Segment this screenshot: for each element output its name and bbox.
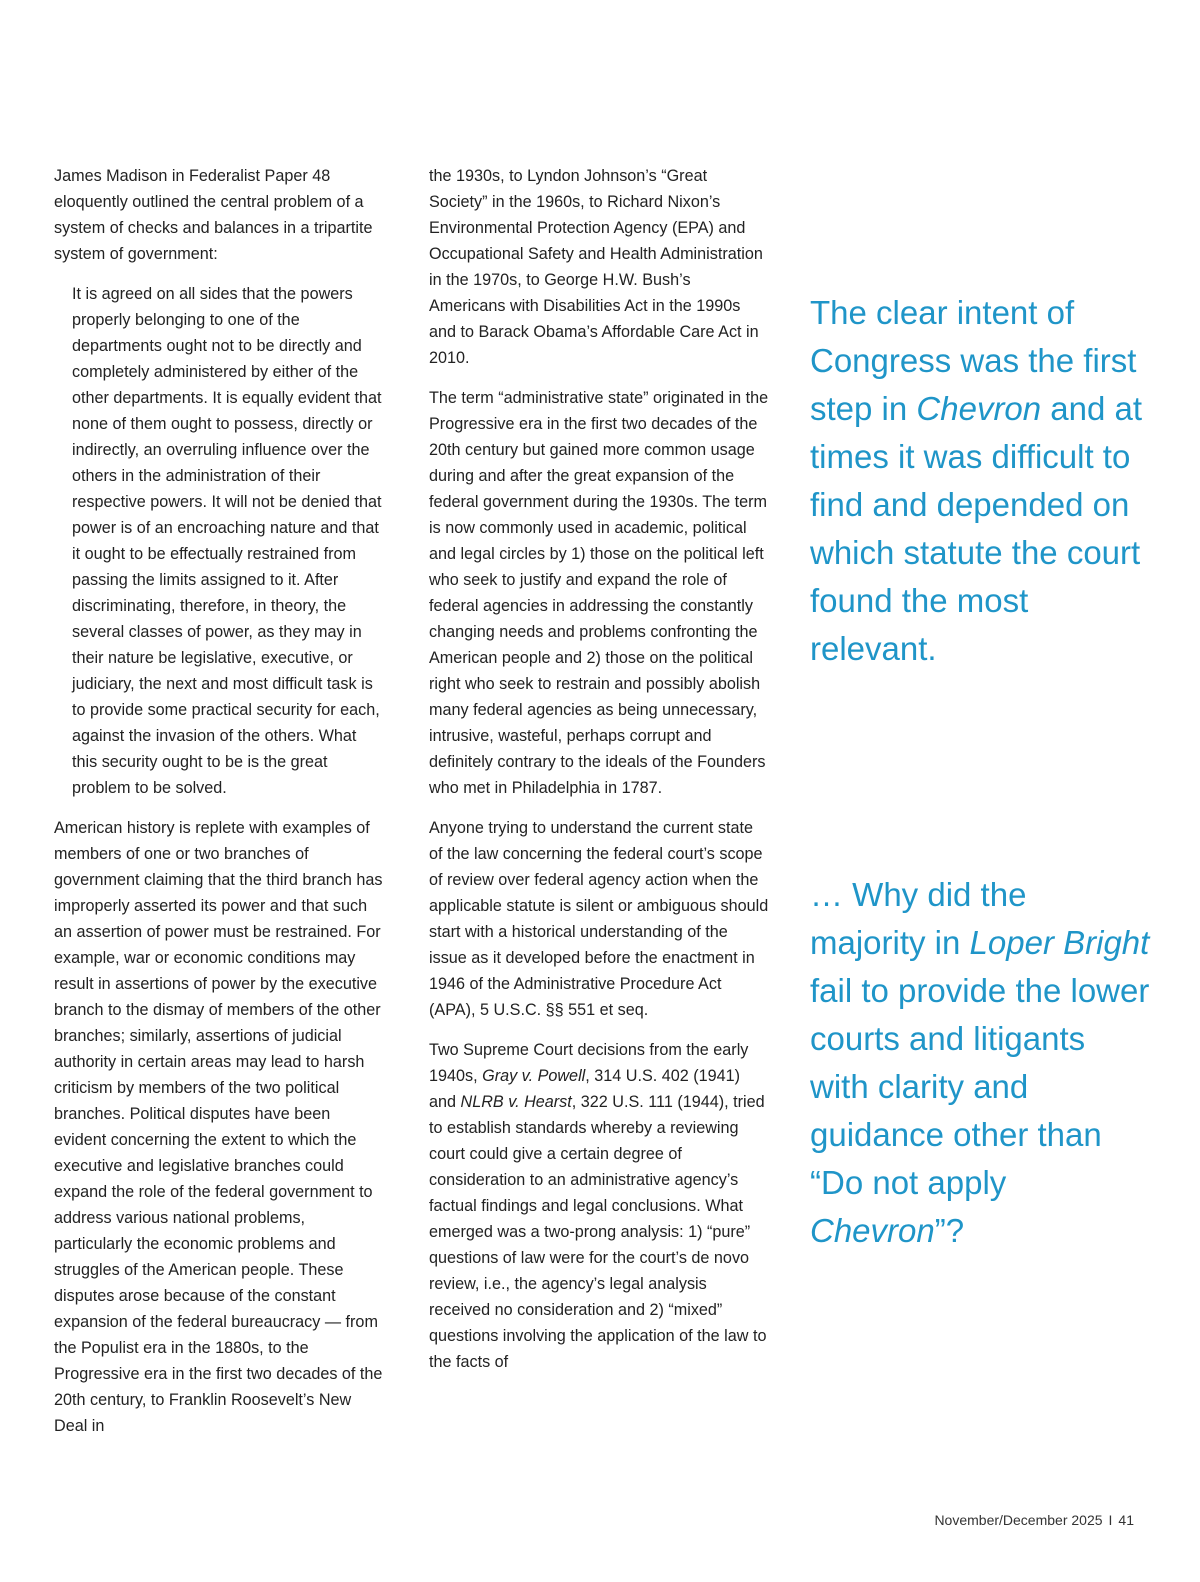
case-name: Gray v. Powell: [482, 1067, 586, 1085]
issue-date: November/December 2025: [934, 1512, 1103, 1528]
article-column-middle: [429, 163, 769, 1389]
text-run: Two Supreme Court decisions from the early 1940s,: [429, 1041, 749, 1085]
body-paragraph: [429, 1037, 769, 1375]
page-number: 41: [1118, 1512, 1134, 1528]
pull-quote-text: and at times it was difficult to find and depended on which statute the court found the most relevant.: [810, 390, 1143, 667]
pull-quote-1: [810, 289, 1150, 673]
text-run: , 322 U.S. 111 (1944), tried to establish standards whereby a reviewing court could give a certain degree of consideration to an administrative agency’s factual findings and legal conclusions. What emerged was a two-prong analysis: 1) “pure” questions of law were for the court’s de novo review, i.e., the agency’s legal analysis received no consideration and 2) “mixed” questions involving the application of the law to the facts of: [429, 1093, 767, 1371]
page-footer: [934, 1512, 1134, 1528]
block-quote: It is agreed on all sides that the powers properly belonging to one of the departments ought not to be directly and completely administered by either of the other departments. It is equally evident that none of them ought to possess, directly or indirectly, an overruling influence over the others in the administration of their respective powers. It will not be denied that power is of an encroaching nature and that it ought to be effectually restrained from passing the limits assigned to it. After discriminating, therefore, in theory, the several classes of power, as they may in their nature be legislative, executive, or judiciary, the next and most difficult task is to provide some practical security for each, against the invasion of the others. What this security ought to be is the great problem to be solved.: [72, 285, 382, 797]
body-paragraph: Anyone trying to understand the current state of the law concerning the federal court’s scope of review over federal agency action when the applicable statute is silent or ambiguous should start with a historical understanding of the issue as it developed before the enactment in 1946 of the Administrative Procedure Act (APA), 5 U.S.C. §§ 551 et seq.: [429, 819, 769, 1019]
case-name: Chevron: [810, 1212, 935, 1249]
article-column-left: [54, 163, 384, 1453]
pull-quote-text: The clear intent of Congress was the first step in: [810, 294, 1137, 427]
case-name: Loper Bright: [969, 924, 1150, 961]
body-paragraph: the 1930s, to Lyndon Johnson’s “Great Society” in the 1960s, to Richard Nixon’s Environmental Protection Agency (EPA) and Occupational Safety and Health Administration in the 1970s, to George H.W. Bush’s Americans with Disabilities Act in the 1990s and to Barack Obama’s Affordable Care Act in 2010.: [429, 167, 763, 367]
body-paragraph: American history is replete with examples of members of one or two branches of government claiming that the third branch has improperly asserted its power and that such an assertion of power must be restrained. For example, war or economic conditions may result in assertions of power by the executive branch to the dismay of members of the other branches; similarly, assertions of judicial authority in certain areas may lead to harsh criticism by members of the two political branches. Political disputes have been evident concerning the extent to which the executive and legislative branches could expand the role of the federal government to address various national problems, particularly the economic problems and struggles of the American people. These disputes arose because of the constant expansion of the federal bureaucracy — from the Populist era in the 1880s, to the Progressive era in the first two decades of the 20th century, to Franklin Roosevelt’s New Deal in: [54, 819, 383, 1435]
pull-quote-text: … Why did the majority in: [810, 876, 1027, 961]
pull-quote-text: fail to provide the lower courts and litigants with clarity and guidance other than “Do not apply: [810, 972, 1150, 1201]
text-run: , 314 U.S. 402 (1941) and: [429, 1067, 741, 1111]
footer-separator: I: [1108, 1512, 1113, 1528]
body-paragraph: The term “administrative state” originated in the Progressive era in the first two decades of the 20th century but gained more common usage during and after the great expansion of the federal government during the 1930s. The term is now commonly used in academic, political and legal circles by 1) those on the political left who seek to justify and expand the role of federal agencies in addressing the constantly changing needs and problems confronting the American people and 2) those on the political right who seek to restrain and possibly abolish many federal agencies as being unnecessary, intrusive, wasteful, perhaps corrupt and definitely contrary to the ideals of the Founders who met in Philadelphia in 1787.: [429, 389, 769, 797]
case-name: NLRB v. Hearst: [460, 1093, 572, 1111]
body-paragraph: James Madison in Federalist Paper 48 eloquently outlined the central problem of a system of checks and balances in a tripartite system of government:: [54, 167, 373, 263]
case-name: Chevron: [916, 390, 1042, 427]
pull-quote-text: ”?: [934, 1212, 965, 1249]
pull-quote-2: [810, 871, 1150, 1255]
